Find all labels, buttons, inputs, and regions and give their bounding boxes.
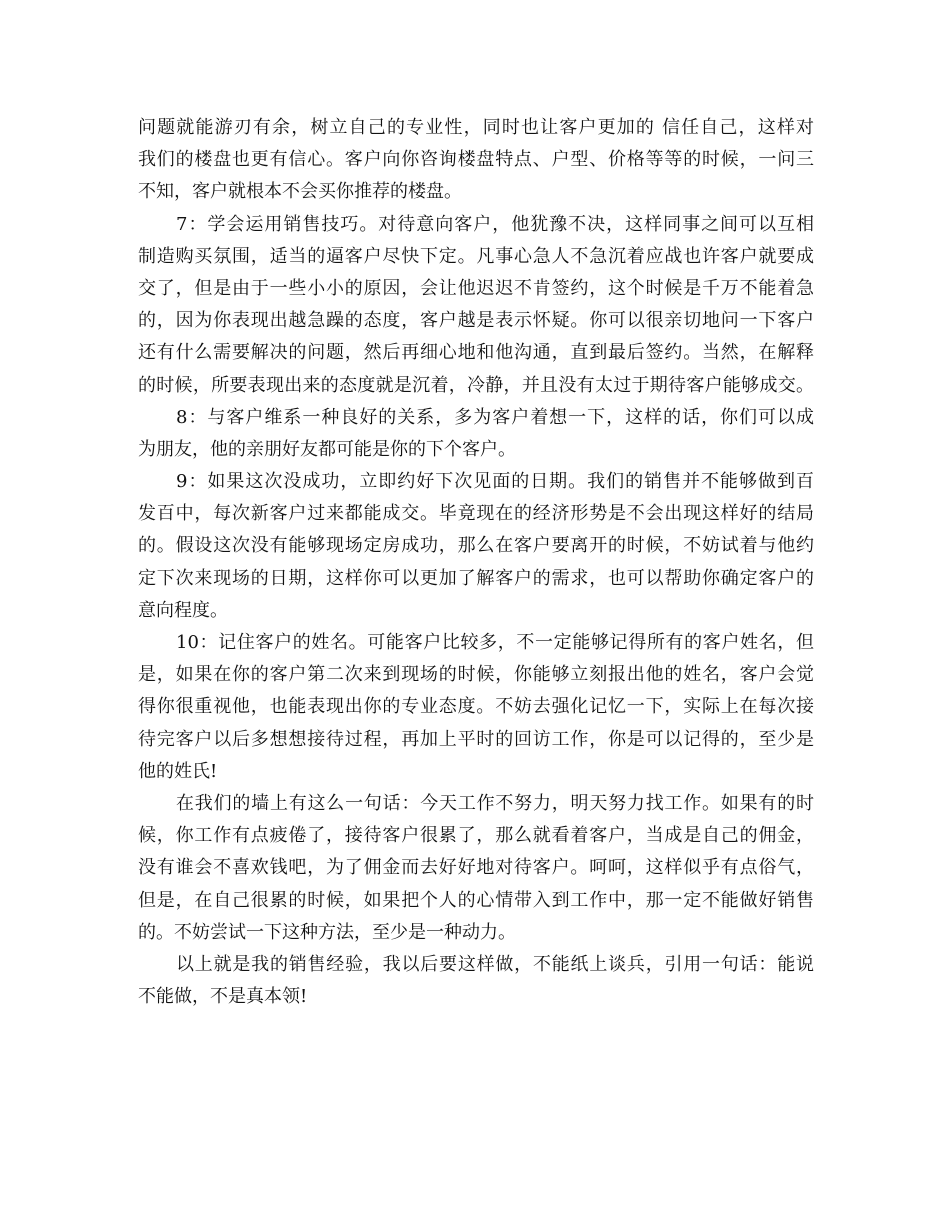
text-line: 的。假设这次没有能够现场定房成功，那么在客户要离开的时候，不妨试着与他约 [138, 535, 814, 557]
text-line: 的，因为你表现出越急躁的态度，客户越是表示怀疑。你可以很亲切地问一下客户 [138, 310, 814, 332]
text-line: 是，如果在你的客户第二次来到现场的时候，你能够立刻报出他的姓名，客户会觉 [138, 664, 814, 686]
text-line: 发百中，每次新客户过来都能成交。毕竟现在的经济形势是不会出现这样好的结局 [138, 503, 814, 525]
text-line: 交了，但是由于一些小小的原因，会让他迟迟不肯签约，这个时候是千万不能着急 [138, 277, 814, 299]
text-line: 没有谁会不喜欢钱吧，为了佣金而去好好地对待客户。呵呵，这样似乎有点俗气， [138, 857, 814, 879]
text-line: 7：学会运用销售技巧。对待意向客户，他犹豫不决，这样同事之间可以互相 [176, 213, 814, 235]
text-line: 10：记住客户的姓名。可能客户比较多，不一定能够记得所有的客户姓名，但 [176, 632, 814, 653]
text-line: 的时候，所要表现出来的态度就是沉着，冷静，并且没有太过于期待客户能够成交。 [138, 374, 814, 396]
text-line: 制造购买氛围，适当的逼客户尽快下定。凡事心急人不急沉着应战也许客户就要成 [138, 245, 814, 267]
text-line: 定下次来现场的日期，这样你可以更加了解客户的需求，也可以帮助你确定客户的 [138, 567, 814, 589]
document-body-text [138, 112, 814, 1013]
text-line: 以上就是我的销售经验，我以后要这样做，不能纸上谈兵，引用一句话：能说 [176, 953, 814, 975]
text-line: 意向程度。 [138, 599, 228, 621]
text-line: 为朋友，他的亲朋好友都可能是你的下个客户。 [138, 438, 516, 460]
text-line: 他的姓氏! [138, 760, 218, 782]
text-line: 还有什么需要解决的问题，然后再细心地和他沟通，直到最后签约。当然，在解释 [138, 342, 814, 364]
text-line: 问题就能游刃有余，树立自己的专业性，同时也让客户更加的 信任自己，这样对 [138, 117, 814, 138]
text-line: 我们的楼盘也更有信心。客户向你咨询楼盘特点、户型、价格等等的时候，一问三 [138, 149, 814, 171]
text-line: 不知，客户就根本不会买你推荐的楼盘。 [138, 181, 462, 203]
text-line: 但是，在自己很累的时候，如果把个人的心情带入到工作中，那一定不能做好销售 [138, 889, 814, 911]
text-line: 的。不妨尝试一下这种方法，至少是一种动力。 [138, 921, 516, 943]
text-line: 得你很重视他，也能表现出你的专业态度。不妨去强化记忆一下，实际上在每次接 [138, 696, 814, 718]
text-line: 在我们的墙上有这么一句话：今天工作不努力，明天努力找工作。如果有的时 [176, 792, 814, 814]
text-line: 8：与客户维系一种良好的关系，多为客户着想一下，这样的话，你们可以成 [176, 406, 814, 428]
text-line: 待完客户以后多想想接待过程，再加上平时的回访工作，你是可以记得的，至少是 [138, 728, 814, 750]
text-line: 候，你工作有点疲倦了，接待客户很累了，那么就看着客户，当成是自己的佣金， [138, 825, 814, 847]
text-line: 9：如果这次没成功，立即约好下次见面的日期。我们的销售并不能够做到百 [176, 471, 814, 493]
text-line: 不能做，不是真本领! [138, 986, 308, 1008]
